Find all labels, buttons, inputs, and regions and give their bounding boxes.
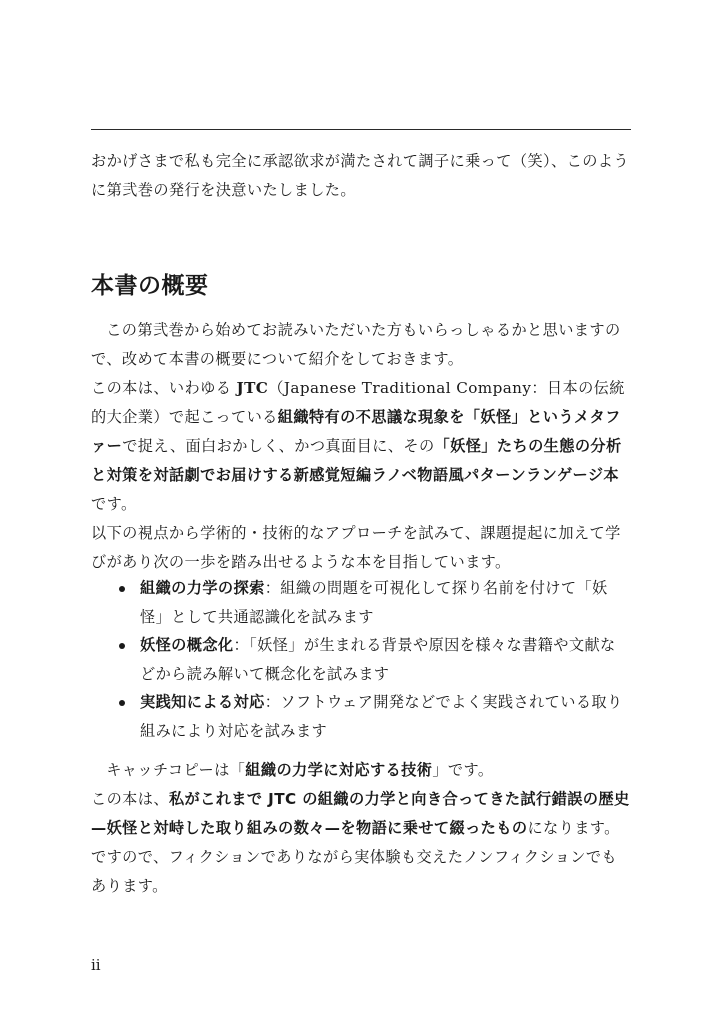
overview-paragraph-2-suffix: です。 <box>91 495 137 513</box>
catchphrase-body <box>91 756 631 901</box>
catchphrase-paragraph <box>91 756 631 785</box>
overview-paragraph-3-text: 以下の視点から学術的・技術的なアプローチを試みて、課題提起に加えて学びがあり次の一歩を踏み出せるような本を目指しています。 <box>91 524 621 571</box>
overview-paragraph-3 <box>91 519 631 577</box>
list-item-term: 組織の力学の探索 <box>140 579 265 597</box>
header-rule <box>91 129 631 130</box>
closing-prefix: この本は、 <box>91 790 169 808</box>
overview-paragraph-2-prefix: この本は、いわゆる <box>91 379 237 397</box>
overview-body <box>91 316 631 577</box>
intro-paragraph <box>91 147 631 205</box>
overview-paragraph-1 <box>91 316 631 374</box>
catchphrase-emphasis: 組織の力学に対応する技術 <box>245 761 433 779</box>
intro-text: おかげさまで私も完全に承認欲求が満たされて調子に乗って（笑）、このように第弐巻の発行を決意いたしました。 <box>91 152 629 199</box>
overview-paragraph-1-text: この第弐巻から始めてお読みいただいた方もいらっしゃるかと思いますので、改めて本書の概要について紹介をしておきます。 <box>91 321 621 368</box>
list-item <box>91 631 631 688</box>
overview-paragraph-2-middle: で捉え、面白おかしく、かつ真面目に、その <box>122 437 435 455</box>
overview-paragraph-2-jtc-gloss: （Japanese Traditional Company：日本の伝統的大企業）で起こっている <box>91 379 625 426</box>
page <box>91 0 631 1024</box>
overview-emphasis-2: 「妖怪」たちの生態の分析と対策を対話劇でお届けする新感覚短編ラノベ物語風パターンランゲージ本 <box>91 437 622 484</box>
list-item-description: ：「妖怪」が生まれる背景や原因を様々な書籍や文献などから読み解いて概念化を試みます <box>140 636 616 683</box>
bullet-icon <box>119 586 125 592</box>
list-item-term: 妖怪の概念化 <box>140 636 234 654</box>
bullet-icon <box>119 700 125 706</box>
page-number: ii <box>91 956 101 974</box>
list-item <box>91 574 631 631</box>
overview-paragraph-2 <box>91 374 631 519</box>
list-item-description: ：組織の問題を可視化して探り名前を付けて「妖怪」として共通認識化を試みます <box>140 579 608 626</box>
catchphrase-prefix: キャッチコピーは「 <box>106 761 246 779</box>
closing-emphasis: 私がこれまで JTC の組織の力学と向き合ってきた試行錯誤の歴史—妖怪と対峙した取り組みの数々—を物語に乗せて綴ったもの <box>91 790 630 837</box>
section-heading: 本書の概要 <box>91 273 209 299</box>
closing-suffix: になります。ですので、フィクションでありながら実体験も交えたノンフィクションでもあります。 <box>91 819 620 895</box>
approach-list <box>91 574 631 745</box>
list-item-description: ：ソフトウェア開発などでよく実践されている取り組みにより対応を試みます <box>140 693 623 740</box>
list-item <box>91 688 631 745</box>
closing-paragraph <box>91 785 631 901</box>
bullet-icon <box>119 643 125 649</box>
jtc-term: JTC <box>236 379 269 397</box>
list-item-term: 実践知による対応 <box>140 693 265 711</box>
overview-emphasis-1: 組織特有の不思議な現象を「妖怪」というメタファー <box>91 408 621 455</box>
catchphrase-suffix: 」です。 <box>432 761 494 779</box>
